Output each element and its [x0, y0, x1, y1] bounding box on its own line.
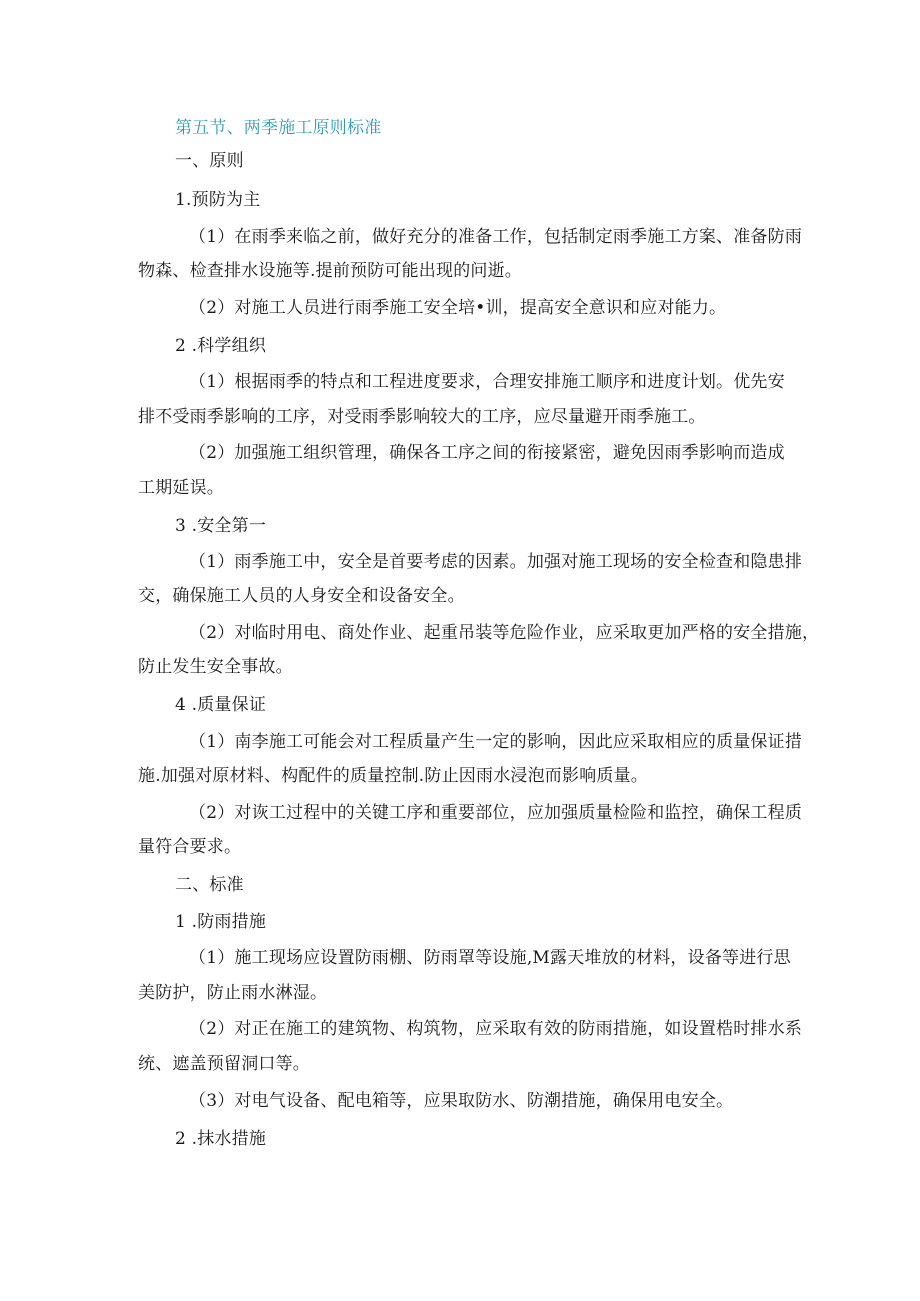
- item3-paragraph2-line2: 防止发生安全事故。: [138, 657, 293, 677]
- item3-paragraph1-line2: 交，确保施工人员的人身安全和设备安全。: [138, 586, 465, 606]
- item3-paragraph1-line1: （1）雨季施工中，安全是首要考虑的因素。加强对施工现场的安全检查和隐患排: [189, 552, 803, 572]
- item1-paragraph1-line1: （1）在雨季来临之前，做好充分的准备工作，包括制定雨季施工方案、准备防雨: [189, 227, 803, 247]
- item4-title: 4 .质量保证: [175, 695, 267, 715]
- item1-paragraph1-line2: 物森、检查排水设施等.提前预防可能出现的问逝。: [138, 261, 523, 281]
- item1-paragraph2-line1: （2）对施工人员进行雨季施工安全培•训，提高安全意识和应对能力。: [189, 298, 727, 318]
- item4-paragraph2-line2: 量符合要求。: [138, 837, 242, 857]
- item1-title: 1.预防为主: [175, 190, 261, 210]
- std1-paragraph2-line2: 统、遮盖预留洞口等。: [138, 1054, 310, 1074]
- item2-paragraph2-line1: （2）加强施工组织管理，确保各工序之间的衔接紧密，避免因雨季影响而造成: [189, 443, 785, 463]
- part1-heading: 一、原则: [175, 151, 244, 171]
- item2-paragraph2-line2: 工期延误。: [138, 478, 224, 498]
- std2-title: 2 .抹水措施: [175, 1129, 267, 1149]
- std1-paragraph2-line1: （2）对正在施工的建筑物、构筑物，应采取有效的防雨措施，如设置梏时排水系: [189, 1019, 803, 1039]
- std1-paragraph1-line1: （1）施工现场应设置防雨棚、防雨罩等设施,M露天堆放的材料，设备等进行思: [189, 948, 791, 968]
- std1-title: 1 .防雨措施: [175, 912, 267, 932]
- item4-paragraph1-line1: （1）南李施工可能会对工程质量产生一定的影响，因此应采取相应的质量保证措: [189, 732, 803, 752]
- section-title: 第五节、两季施工原则标准: [175, 118, 382, 138]
- item2-title: 2 .科学组织: [175, 336, 267, 356]
- item2-paragraph1-line1: （1）根据雨季的特点和工程进度要求，合理安排施工顺序和进度计划。优先安: [189, 372, 785, 392]
- std1-paragraph1-line2: 美防护，防止雨水淋湿。: [138, 983, 328, 1003]
- item4-paragraph1-line2: 施.加强对原材料、构配件的质量控制.防止因雨水浸泡而影响质量。: [138, 766, 649, 786]
- part2-heading: 二、标准: [175, 875, 244, 895]
- item3-paragraph2-line1: （2）对临时用电、商处作业、起重吊装等危险作业，应采取更加严格的安全措施，: [189, 623, 820, 643]
- item3-title: 3 .安全第一: [175, 516, 267, 536]
- std1-paragraph3-line1: （3）对电气设备、配电箱等，应果取防水、防潮措施，确保用电安全。: [189, 1091, 734, 1111]
- item4-paragraph2-line1: （2）对诙工过程中的关键工序和重要部位，应加强质量检险和监控，确保工程质: [189, 803, 803, 823]
- item2-paragraph1-line2: 排不受雨季影响的工序，对受雨季影响较大的工序，应尽量避开雨季施工。: [138, 407, 706, 427]
